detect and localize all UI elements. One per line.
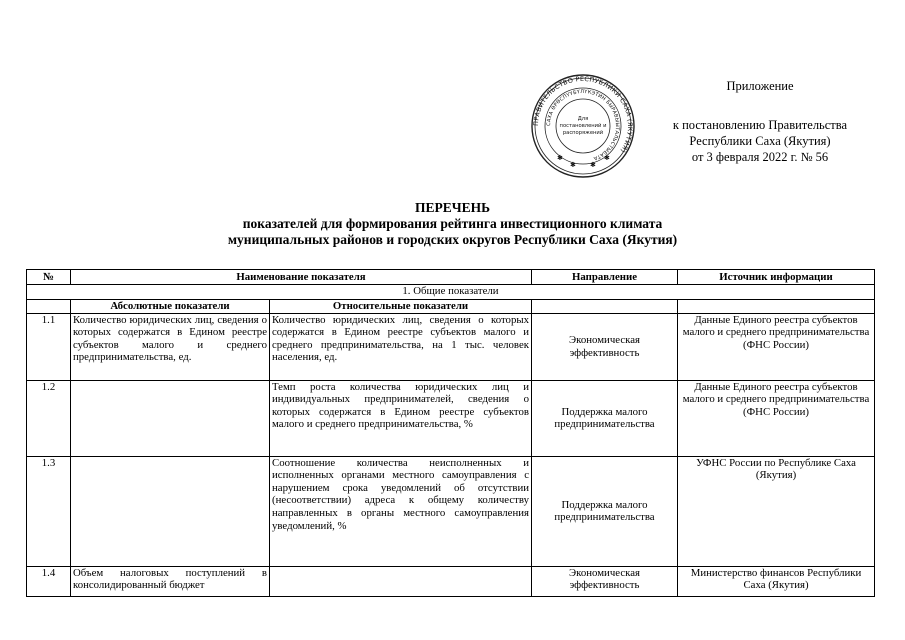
seal-outer-text: ПРАВИТЕЛЬСТВО РЕСПУБЛИКИ САХА (ЯКУТИЯ) bbox=[531, 74, 635, 155]
row-absolute bbox=[71, 380, 270, 456]
header-name: Наименование показателя bbox=[71, 270, 532, 285]
title-subheading: показателей для формирования рейтинга инвестиционного климата bbox=[242, 216, 663, 231]
title-subheading: муниципальных районов и городских округов Республики Саха (Якутия) bbox=[227, 232, 678, 247]
row-absolute: Количество юридических лиц, сведения о которых содержатся в Едином реестре субъектов малого и среднего предпринимательства, ед. bbox=[71, 313, 270, 380]
document-title bbox=[0, 200, 905, 248]
row-direction: Поддержка малого предпринимательства bbox=[532, 456, 678, 566]
subheader-absolute: Абсолютные показатели bbox=[71, 300, 270, 314]
indicators-table bbox=[26, 269, 875, 597]
header-source: Источник информации bbox=[678, 270, 875, 285]
row-source: Министерство финансов Республики Саха (Якутия) bbox=[678, 566, 875, 596]
row-number: 1.4 bbox=[27, 566, 71, 596]
header-direction: Направление bbox=[532, 270, 678, 285]
svg-text:✱: ✱ bbox=[570, 161, 576, 169]
row-source: УФНС России по Республике Саха (Якутия) bbox=[678, 456, 875, 566]
row-number: 1.3 bbox=[27, 456, 71, 566]
row-relative: Количество юридических лиц, сведения о которых содержатся в Едином реестре субъектов малого и среднего предпринимательства, на 1 тыс. человек населения, ед. bbox=[270, 313, 532, 380]
svg-text:✱: ✱ bbox=[557, 154, 563, 162]
header-num: № bbox=[27, 270, 71, 285]
row-relative: Соотношение количества неисполненных и исполненных органами местного самоуправления с нарушением срока уведомлений об отсутствии (несоответствии) адреса к общему количеству направленных в органы местного самоуправления уведомлений, % bbox=[270, 456, 532, 566]
row-direction: Экономическая эффективность bbox=[532, 566, 678, 596]
table-header-row bbox=[27, 270, 875, 285]
svg-text:✱: ✱ bbox=[590, 161, 596, 169]
row-absolute: Объем налоговых поступлений в консолидированный бюджет bbox=[71, 566, 270, 596]
seal-center-text: Для bbox=[577, 116, 589, 122]
seal-inner-text: САХА ӨРӨСПҮҮБҮЛҮКЭТИН БЫРАВЫЫТАЛЬСТЫБАТА bbox=[545, 88, 621, 162]
subheader-row bbox=[27, 300, 875, 314]
appendix-line: Республики Саха (Якутия) bbox=[689, 134, 831, 148]
appendix-title: Приложение bbox=[726, 79, 794, 93]
row-source: Данные Единого реестра субъектов малого и среднего предпринимательства (ФНС России) bbox=[678, 380, 875, 456]
row-relative: Темп роста количества юридических лиц и индивидуальных предпринимателей, сведения о которых содержатся в Едином реестре субъектов малого и среднего предпринимательства, % bbox=[270, 380, 532, 456]
title-heading: ПЕРЕЧЕНЬ bbox=[414, 200, 491, 215]
svg-text:ПРАВИТЕЛЬСТВО РЕСПУБЛИКИ САХА bbox=[532, 75, 634, 154]
section-row bbox=[27, 285, 875, 300]
row-direction: Поддержка малого предпринимательства bbox=[532, 380, 678, 456]
row-number: 1.2 bbox=[27, 380, 71, 456]
appendix-line: к постановлению Правительства bbox=[672, 118, 848, 132]
svg-text:✱: ✱ bbox=[604, 154, 610, 162]
table-row bbox=[27, 566, 875, 596]
table-row bbox=[27, 380, 875, 456]
table-row bbox=[27, 313, 875, 380]
row-direction: Экономическая эффективность bbox=[532, 313, 678, 380]
row-relative bbox=[270, 566, 532, 596]
row-number: 1.1 bbox=[27, 313, 71, 380]
subheader-relative: Относительные показатели bbox=[270, 300, 532, 314]
official-seal-icon bbox=[524, 72, 642, 180]
row-absolute bbox=[71, 456, 270, 566]
appendix-date: от 3 февраля 2022 г. № 56 bbox=[691, 150, 829, 164]
seal-center-text: постановлений и bbox=[559, 123, 607, 129]
section-title: 1. Общие показатели bbox=[27, 285, 875, 300]
row-source: Данные Единого реестра субъектов малого и среднего предпринимательства (ФНС России) bbox=[678, 313, 875, 380]
seal-center-text: распоряжений bbox=[562, 130, 604, 136]
table-row bbox=[27, 456, 875, 566]
